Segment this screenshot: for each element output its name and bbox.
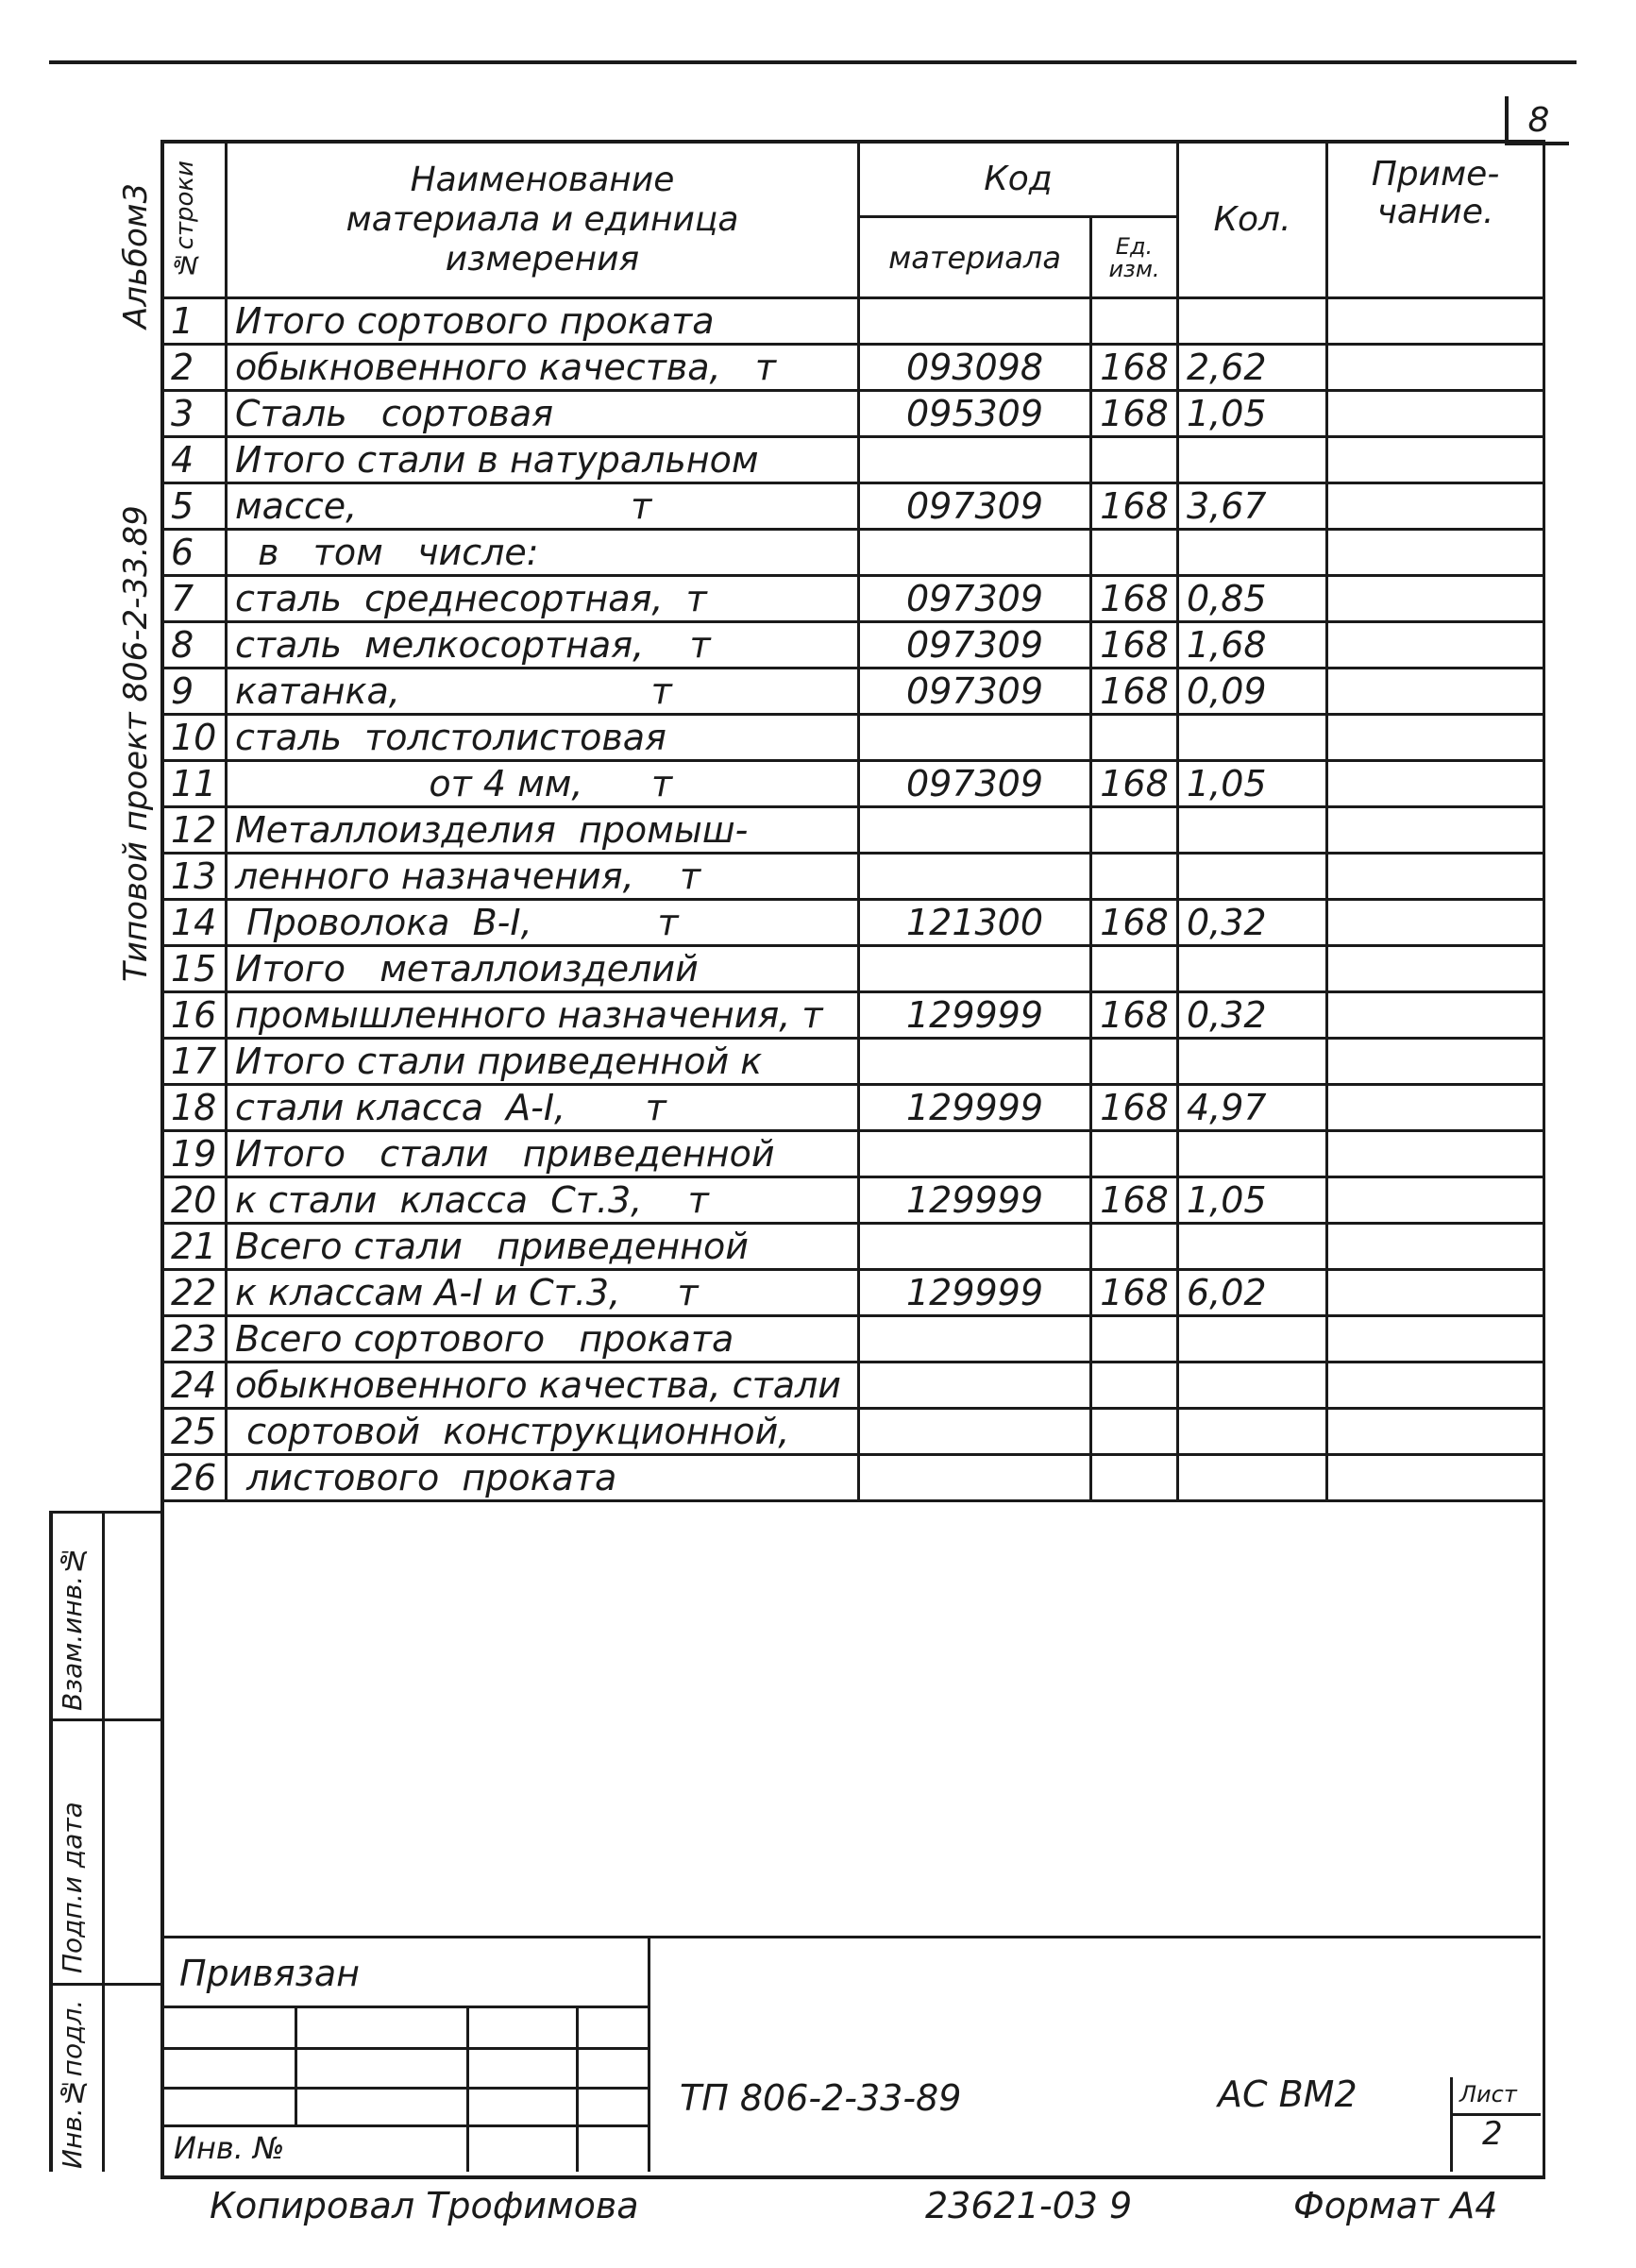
quantity [1178, 1455, 1327, 1501]
unit-code [1091, 298, 1178, 345]
quantity: 2,62 [1178, 345, 1327, 391]
material-name: катанка, т [227, 669, 859, 715]
row-number: 1 [162, 298, 227, 345]
unit-code: 168 [1091, 576, 1178, 622]
quantity: 1,05 [1178, 1177, 1327, 1224]
tb-col-2 [466, 2006, 469, 2172]
row-number: 3 [162, 391, 227, 437]
material-code [859, 1039, 1091, 1085]
material-name: массе, т [227, 483, 859, 530]
row-number: 5 [162, 483, 227, 530]
table-row [162, 715, 1544, 761]
table-row [162, 1409, 1544, 1455]
tb-col-1 [295, 2006, 297, 2126]
material-code [859, 946, 1091, 992]
quantity [1178, 715, 1327, 761]
unit-code: 168 [1091, 622, 1178, 669]
material-name: Итого стали в натуральном [227, 437, 859, 483]
material-name: Проволока В-I, т [227, 900, 859, 946]
quantity: 4,97 [1178, 1085, 1327, 1131]
row-number: 7 [162, 576, 227, 622]
row-number: 26 [162, 1455, 227, 1501]
material-name: Итого стали приведенной [227, 1131, 859, 1177]
table-row [162, 992, 1544, 1039]
header-code-unit: Ед. изм. [1091, 217, 1178, 298]
material-code: 097309 [859, 576, 1091, 622]
stamp-hline-3 [49, 1983, 162, 1986]
unit-code [1091, 1039, 1178, 1085]
quantity: 0,09 [1178, 669, 1327, 715]
material-name: ленного назначения, т [227, 854, 859, 900]
table-row [162, 1270, 1544, 1316]
material-name: Итого металлоизделий [227, 946, 859, 992]
material-name: обыкновенного качества, т [227, 345, 859, 391]
row-number: 15 [162, 946, 227, 992]
table-row [162, 1362, 1544, 1409]
table-row [162, 1177, 1544, 1224]
row-number: 24 [162, 1362, 227, 1409]
quantity: 3,67 [1178, 483, 1327, 530]
material-name: Всего сортового проката [227, 1316, 859, 1362]
material-code: 097309 [859, 761, 1091, 807]
quantity: 0,32 [1178, 900, 1327, 946]
privyazan-label: Привязан [179, 1953, 360, 1994]
note [1327, 1177, 1544, 1224]
table-row [162, 391, 1544, 437]
row-number: 2 [162, 345, 227, 391]
quantity: 1,05 [1178, 391, 1327, 437]
tb-top-line [160, 1936, 1541, 1938]
note [1327, 669, 1544, 715]
note [1327, 437, 1544, 483]
paper-format: Формат А4 [1293, 2185, 1498, 2226]
note [1327, 1224, 1544, 1270]
tb-privyazan-right [648, 1936, 650, 2172]
unit-code [1091, 854, 1178, 900]
sheet-value: 2 [1482, 2115, 1503, 2153]
material-name: в том числе: [227, 530, 859, 576]
row-number: 11 [162, 761, 227, 807]
note [1327, 1316, 1544, 1362]
material-code: 129999 [859, 1270, 1091, 1316]
unit-code [1091, 807, 1178, 854]
row-number: 12 [162, 807, 227, 854]
note [1327, 483, 1544, 530]
material-name: Всего стали приведенной [227, 1224, 859, 1270]
table-row [162, 483, 1544, 530]
quantity: 0,85 [1178, 576, 1327, 622]
material-code [859, 807, 1091, 854]
unit-code [1091, 1455, 1178, 1501]
sheet-label: Лист [1459, 2081, 1517, 2107]
table-row [162, 761, 1544, 807]
material-code: 129999 [859, 1177, 1091, 1224]
note [1327, 1085, 1544, 1131]
table-row [162, 576, 1544, 622]
tb-col-3 [576, 2006, 579, 2172]
table-row [162, 622, 1544, 669]
table-row [162, 1085, 1544, 1131]
material-code [859, 437, 1091, 483]
vzam-inv-label: Взам.инв.№ [57, 1544, 88, 1711]
row-number: 16 [162, 992, 227, 1039]
table-row [162, 669, 1544, 715]
unit-code [1091, 1362, 1178, 1409]
note [1327, 1131, 1544, 1177]
material-code [859, 298, 1091, 345]
material-code: 121300 [859, 900, 1091, 946]
material-name: сталь мелкосортная, т [227, 622, 859, 669]
note [1327, 1039, 1544, 1085]
podp-data-label: Подп.и дата [57, 1802, 88, 1973]
note [1327, 854, 1544, 900]
note [1327, 1409, 1544, 1455]
quantity [1178, 854, 1327, 900]
note [1327, 992, 1544, 1039]
material-name: сталь толстолистовая [227, 715, 859, 761]
row-number: 18 [162, 1085, 227, 1131]
inv-no-label: Инв. № [174, 2130, 285, 2166]
table-row [162, 1224, 1544, 1270]
material-code [859, 715, 1091, 761]
material-name: Итого стали приведенной к [227, 1039, 859, 1085]
unit-code: 168 [1091, 1085, 1178, 1131]
note [1327, 576, 1544, 622]
material-code [859, 1362, 1091, 1409]
copied-by: Копировал Трофимова [210, 2185, 639, 2226]
stamp-vline-inner [102, 1511, 105, 2172]
row-number: 20 [162, 1177, 227, 1224]
quantity: 6,02 [1178, 1270, 1327, 1316]
stamp-hline-1 [49, 1511, 162, 1514]
row-number: 21 [162, 1224, 227, 1270]
unit-code: 168 [1091, 1270, 1178, 1316]
material-name: обыкновенного качества, стали [227, 1362, 859, 1409]
material-name: промышленного назначения, т [227, 992, 859, 1039]
row-number: 4 [162, 437, 227, 483]
table-row [162, 1131, 1544, 1177]
quantity [1178, 1039, 1327, 1085]
unit-code [1091, 1409, 1178, 1455]
row-number: 23 [162, 1316, 227, 1362]
material-code [859, 1455, 1091, 1501]
note [1327, 391, 1544, 437]
note [1327, 715, 1544, 761]
row-number: 10 [162, 715, 227, 761]
material-name: листового проката [227, 1455, 859, 1501]
material-name: Металлоизделия промыш- [227, 807, 859, 854]
page-number: 8 [1505, 96, 1569, 145]
row-number: 13 [162, 854, 227, 900]
material-code: 097309 [859, 483, 1091, 530]
material-name: Итого сортового проката [227, 298, 859, 345]
header-quantity: Кол. [1178, 142, 1327, 298]
material-code: 129999 [859, 1085, 1091, 1131]
quantity [1178, 807, 1327, 854]
material-name: к классам А-I и Ст.3, т [227, 1270, 859, 1316]
unit-code: 168 [1091, 761, 1178, 807]
note [1327, 807, 1544, 854]
material-name: от 4 мм, т [227, 761, 859, 807]
quantity [1178, 1409, 1327, 1455]
note [1327, 900, 1544, 946]
header-name: Наименование материала и единица измерения [227, 142, 859, 298]
table-row [162, 345, 1544, 391]
table-row [162, 437, 1544, 483]
note [1327, 298, 1544, 345]
header-note: Приме- чание. [1327, 142, 1544, 298]
table-row [162, 1455, 1544, 1501]
project-label: Типовой проект 806-2-33.89 [117, 505, 155, 982]
row-number: 19 [162, 1131, 227, 1177]
quantity: 0,32 [1178, 992, 1327, 1039]
table-row [162, 807, 1544, 854]
note [1327, 946, 1544, 992]
row-number: 22 [162, 1270, 227, 1316]
quantity: 1,05 [1178, 761, 1327, 807]
quantity [1178, 530, 1327, 576]
material-name: стали класса А-I, т [227, 1085, 859, 1131]
note [1327, 622, 1544, 669]
material-code: 129999 [859, 992, 1091, 1039]
note [1327, 345, 1544, 391]
table-row [162, 298, 1544, 345]
material-code [859, 1224, 1091, 1270]
document-code: АС ВМ2 [1218, 2073, 1358, 2115]
material-code [859, 1131, 1091, 1177]
unit-code [1091, 437, 1178, 483]
material-code [859, 1316, 1091, 1362]
material-name: сталь среднесортная, т [227, 576, 859, 622]
material-code: 097309 [859, 622, 1091, 669]
quantity: 1,68 [1178, 622, 1327, 669]
row-number: 8 [162, 622, 227, 669]
unit-code: 168 [1091, 345, 1178, 391]
stamp-vline-outer [49, 1511, 53, 2172]
material-code [859, 854, 1091, 900]
specification-table [160, 140, 1545, 1502]
quantity [1178, 1224, 1327, 1270]
unit-code [1091, 1131, 1178, 1177]
table-row [162, 946, 1544, 992]
unit-code [1091, 1224, 1178, 1270]
unit-code: 168 [1091, 483, 1178, 530]
document-designation: ТП 806-2-33-89 [680, 2077, 962, 2119]
unit-code [1091, 1316, 1178, 1362]
header-row-number: №строки [162, 142, 227, 298]
material-code [859, 530, 1091, 576]
table-row [162, 854, 1544, 900]
header-code-group: Код [859, 142, 1178, 217]
material-name: к стали класса Ст.3, т [227, 1177, 859, 1224]
archive-number: 23621-03 9 [925, 2185, 1133, 2226]
note [1327, 530, 1544, 576]
quantity [1178, 1316, 1327, 1362]
tb-sheet-left [1450, 2077, 1453, 2172]
inv-podl-label: Инв.№подл. [57, 1999, 88, 2169]
material-code: 095309 [859, 391, 1091, 437]
note [1327, 761, 1544, 807]
quantity [1178, 1362, 1327, 1409]
note [1327, 1455, 1544, 1501]
material-code [859, 1409, 1091, 1455]
stamp-hline-2 [49, 1718, 162, 1721]
note [1327, 1270, 1544, 1316]
unit-code: 168 [1091, 900, 1178, 946]
unit-code: 168 [1091, 1177, 1178, 1224]
table-row [162, 900, 1544, 946]
quantity [1178, 298, 1327, 345]
unit-code: 168 [1091, 669, 1178, 715]
unit-code: 168 [1091, 391, 1178, 437]
unit-code [1091, 715, 1178, 761]
table-row [162, 530, 1544, 576]
material-name: сортовой конструкционной, [227, 1409, 859, 1455]
row-number: 14 [162, 900, 227, 946]
unit-code: 168 [1091, 992, 1178, 1039]
table-row [162, 1316, 1544, 1362]
row-number: 17 [162, 1039, 227, 1085]
material-name: Сталь сортовая [227, 391, 859, 437]
row-number: 9 [162, 669, 227, 715]
material-code: 093098 [859, 345, 1091, 391]
table-row [162, 1039, 1544, 1085]
top-rule [49, 60, 1577, 64]
header-code-material: материала [859, 217, 1091, 298]
quantity [1178, 437, 1327, 483]
material-code: 097309 [859, 669, 1091, 715]
row-number: 25 [162, 1409, 227, 1455]
quantity [1178, 946, 1327, 992]
note [1327, 1362, 1544, 1409]
album-label: Альбом3 [117, 182, 155, 329]
unit-code [1091, 530, 1178, 576]
quantity [1178, 1131, 1327, 1177]
unit-code [1091, 946, 1178, 992]
row-number: 6 [162, 530, 227, 576]
